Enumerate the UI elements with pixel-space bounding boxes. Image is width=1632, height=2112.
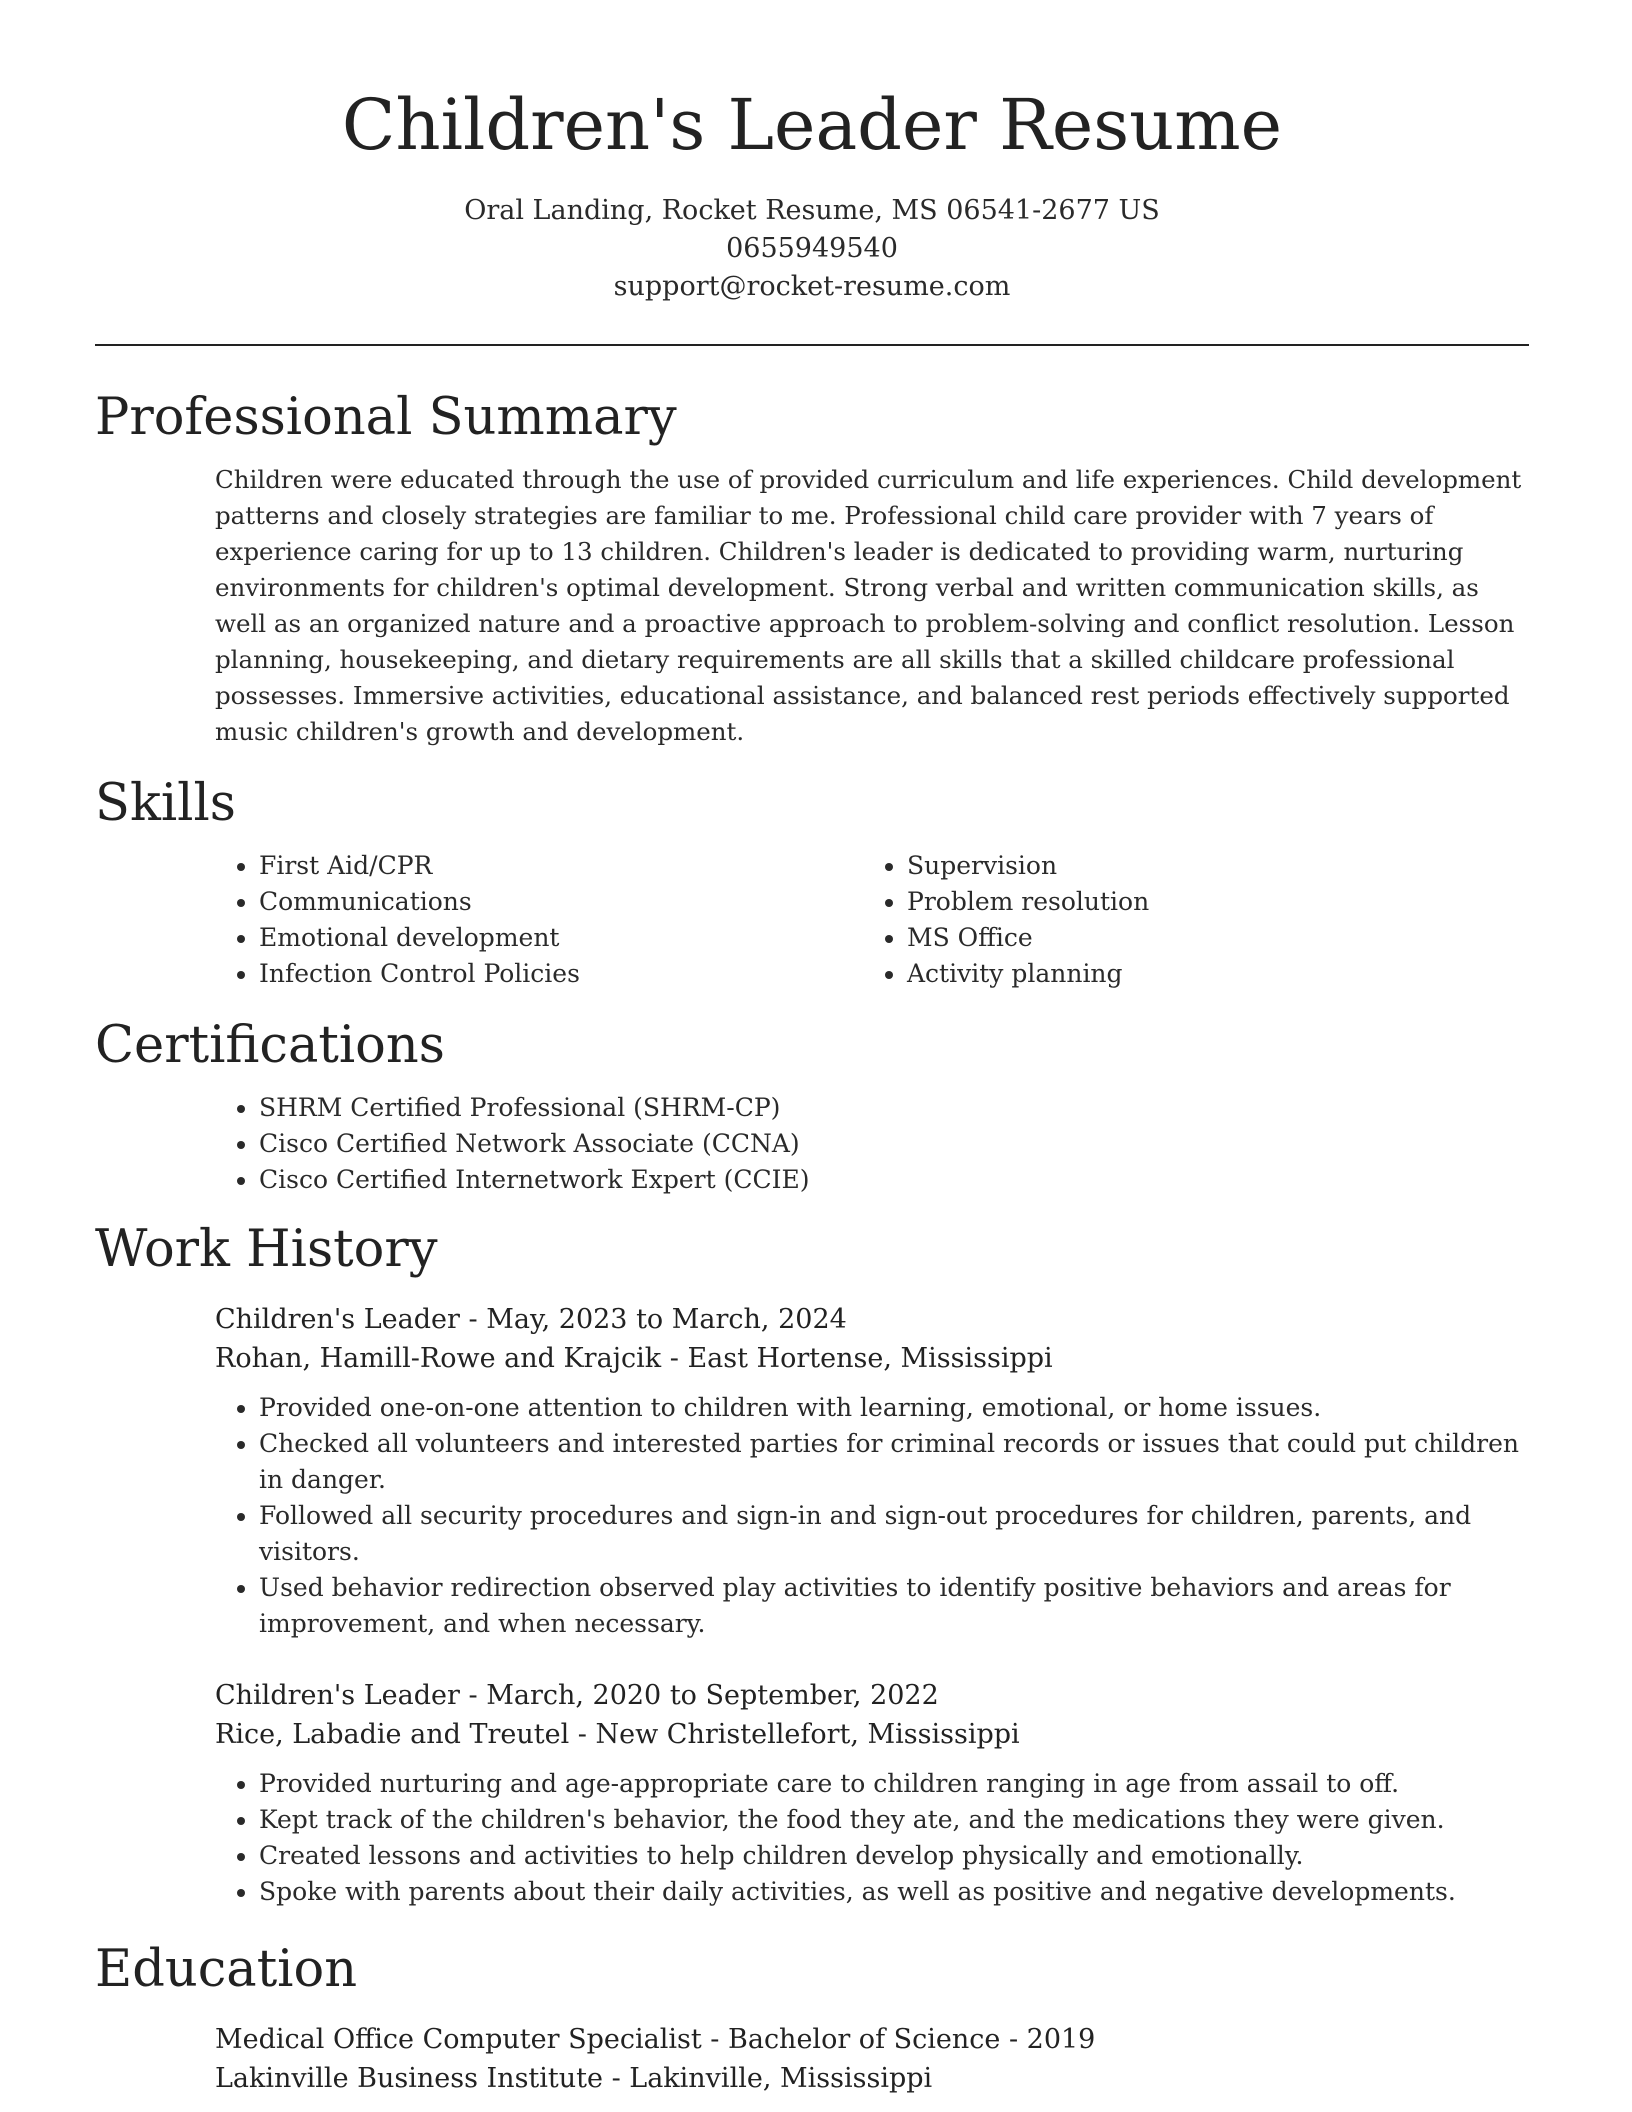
job-title-line: Children's Leader - March, 2020 to September, 2022 [215, 1680, 939, 1711]
skill-item: • Emotional development [259, 920, 863, 956]
education-heading: Education [95, 1940, 358, 1999]
certification-item: • Cisco Certified Internetwork Expert (CCIE) [259, 1162, 1529, 1198]
resume-page [95, 0, 1529, 2098]
skills-heading: Skills [95, 774, 236, 833]
job-company-line: Rice, Labadie and Treutel - New Christellefort, Mississippi [215, 1719, 1020, 1750]
header-divider [95, 344, 1529, 346]
job-entry [215, 1676, 1529, 1910]
skill-item: • Problem resolution [907, 884, 1511, 920]
skill-item: • Communications [259, 884, 863, 920]
job-bullet: • Checked all volunteers and interested parties for criminal records or issues that could put children in danger. [259, 1426, 1535, 1498]
job-bullet: • Kept track of the children's behavior, the food they ate, and the medications they were given. [259, 1802, 1535, 1838]
contact-email: support@rocket-resume.com [613, 271, 1011, 302]
certification-item: • Cisco Certified Network Associate (CCNA) [259, 1126, 1529, 1162]
education-entry [215, 2020, 1529, 2098]
certifications-heading: Certifications [95, 1016, 445, 1075]
skills-column-left [215, 848, 863, 992]
contact-info [95, 192, 1529, 306]
resume-header [95, 0, 1529, 306]
skills-column-right [863, 848, 1511, 992]
skill-item: • Infection Control Policies [259, 956, 863, 992]
certification-item: • SHRM Certified Professional (SHRM-CP) [259, 1090, 1529, 1126]
skill-item: • MS Office [907, 920, 1511, 956]
skill-item: • Activity planning [907, 956, 1511, 992]
work-history-heading: Work History [95, 1220, 438, 1279]
job-bullet: • Provided nurturing and age-appropriate care to children ranging in age from assail to off. [259, 1766, 1535, 1802]
job-bullet: • Used behavior redirection observed play activities to identify positive behaviors and areas for improvement, and when necessary. [259, 1570, 1535, 1642]
job-bullet: • Spoke with parents about their daily activities, as well as positive and negative developments. [259, 1874, 1535, 1910]
skill-item: • First Aid/CPR [259, 848, 863, 884]
job-bullet: • Followed all security procedures and sign-in and sign-out procedures for children, parents, and visitors. [259, 1498, 1535, 1570]
job-bullets [215, 1390, 1535, 1642]
job-title-line: Children's Leader - May, 2023 to March, 2024 [215, 1304, 847, 1335]
job-entry [215, 1300, 1529, 1642]
contact-phone: 0655949540 [726, 233, 898, 264]
resume-title: Children's Leader Resume [341, 84, 1283, 166]
skills-list [215, 848, 1529, 992]
job-bullets [215, 1766, 1535, 1910]
contact-address: Oral Landing, Rocket Resume, MS 06541-2677 US [464, 195, 1160, 226]
job-bullet: • Created lessons and activities to help children develop physically and emotionally. [259, 1838, 1535, 1874]
certifications-list [215, 1090, 1529, 1198]
summary-heading: Professional Summary [95, 388, 677, 447]
education-degree-line: Medical Office Computer Specialist - Bachelor of Science - 2019 [215, 2024, 1096, 2055]
job-company-line: Rohan, Hamill-Rowe and Krajcik - East Hortense, Mississippi [215, 1343, 1053, 1374]
job-bullet: • Provided one-on-one attention to children with learning, emotional, or home issues. [259, 1390, 1535, 1426]
summary-text: Children were educated through the use of provided curriculum and life experiences. Child development patterns and closely strategies are familiar to me. Professional child care provider with 7 years of experience caring for up to 13 children. Children's leader is dedicated to providing warm, nurturing environments for children's optimal development. Strong verbal and written communication skills, as well as an organized nature and a proactive approach to problem-solving and conflict resolution. Lesson planning, housekeeping, and dietary requirements are all skills that a skilled childcare professional possesses. Immersive activities, educational assistance, and balanced rest periods effectively supported music children's growth and development. [215, 465, 1522, 746]
education-school-line: Lakinville Business Institute - Lakinville, Mississippi [215, 2063, 933, 2094]
skill-item: • Supervision [907, 848, 1511, 884]
